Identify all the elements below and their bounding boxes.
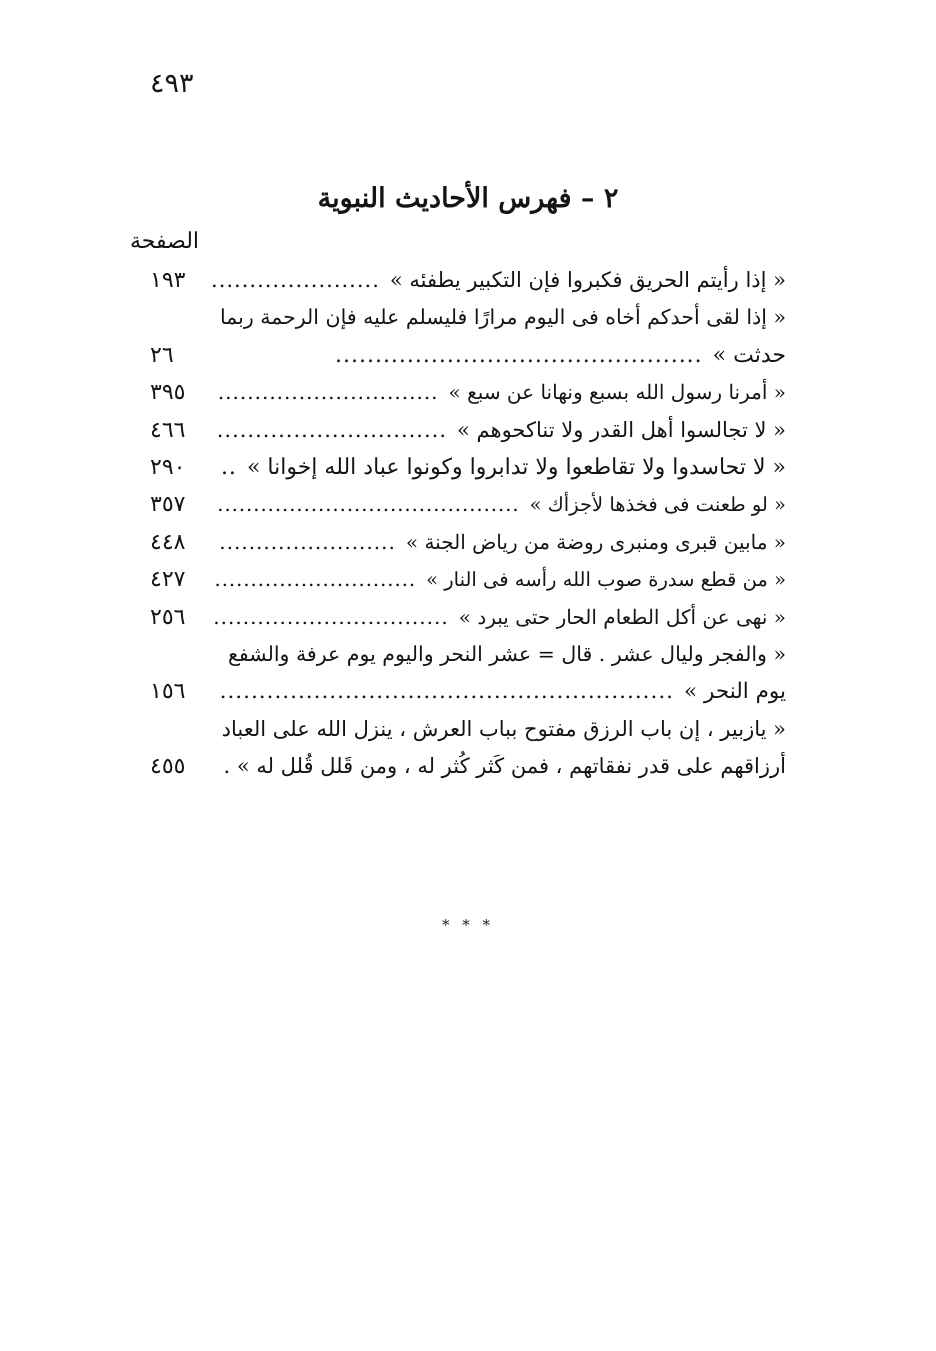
- page-ref: ١٩٣: [150, 268, 186, 293]
- index-line: [150, 524, 786, 561]
- hadith-text: يوم النحر »: [684, 679, 786, 705]
- entry-text-group: [221, 449, 786, 486]
- page-ref: ٤٥٥: [150, 754, 186, 780]
- leader-dots: ..: [220, 454, 237, 480]
- index-line: [150, 748, 786, 785]
- page-ref: ١٥٦: [150, 679, 186, 705]
- index-line: [150, 673, 786, 710]
- leader-dots: ............................: [214, 568, 417, 592]
- entry-text-group: [213, 599, 786, 636]
- hadith-index-list: [150, 262, 786, 785]
- entry-text-group: [211, 262, 786, 299]
- page-ref: ٣٥٧: [150, 492, 186, 518]
- index-line: [150, 561, 786, 598]
- leader-dots: ..............................: [216, 417, 447, 442]
- section-separator: * * *: [441, 916, 495, 934]
- hadith-text: « والفجر وليال عشر . قال = عشر النحر واليوم يوم عرفة والشفع: [228, 641, 786, 666]
- leader-dots: ..............................: [217, 380, 439, 405]
- hadith-text: « يازبير ، إن باب الرزق مفتوح بباب العرش ، ينزل الله على العباد: [221, 716, 786, 741]
- hadith-text: « أمرنا رسول الله بسبع ونهانا عن سبع »: [448, 380, 786, 405]
- page-ref: ٤٤٨: [150, 529, 186, 555]
- leader-dots: ......................: [211, 268, 380, 292]
- page-ref: ٢٥٦: [150, 604, 186, 630]
- hadith-text: « إذا لقى أحدكم أخاه فى اليوم مرارًا فليسلم عليه فإن الرحمة ربما: [220, 305, 786, 330]
- entry-text-group: [220, 673, 786, 710]
- hadith-text: « مابين قبرى ومنبرى روضة من رياض الجنة »: [405, 529, 786, 554]
- entry-text-group: [215, 561, 786, 598]
- hadith-text: « لا تحاسدوا ولا تقاطعوا ولا تدابروا وكونوا عباد الله إخوانا »: [246, 454, 786, 480]
- page-ref: ٢٦: [150, 342, 174, 368]
- hadith-text: « من قطع سدرة صوب الله رأسه فى النار »: [426, 568, 786, 592]
- hadith-text: « لو طعنت فى فخذها لأجزأك »: [529, 493, 786, 517]
- hadith-text: « إذا رأيتم الحريق فكبروا فإن التكبير يطفئه »: [389, 268, 786, 292]
- hadith-text: أرزاقهم على قدر نفقاتهم ، فمن كَثر كُثر له ، ومن قَلل قُلل له » .: [223, 754, 786, 779]
- entry-text-group: [210, 299, 786, 336]
- entry-text-group: [213, 748, 786, 785]
- leader-dots: ..........................................: [217, 493, 520, 517]
- entry-text-group: [218, 636, 786, 673]
- page-ref: ٤٦٦: [150, 417, 186, 443]
- index-line: [150, 599, 786, 636]
- index-line: [150, 337, 786, 374]
- hadith-text: حدثت »: [712, 342, 786, 368]
- leader-dots: ..............................................: [334, 342, 703, 368]
- index-line: [150, 711, 786, 748]
- entry-text-group: [218, 374, 786, 411]
- entry-text-group: [219, 524, 786, 561]
- column-header-page: الصفحة: [130, 229, 200, 254]
- leader-dots: ..........................................................: [219, 679, 675, 705]
- page-number: ٤٩٣: [150, 68, 194, 99]
- index-line: [150, 636, 786, 673]
- hadith-text: « لا تجالسوا أهل القدر ولا تناكحوهم »: [457, 417, 786, 442]
- page-ref: ٤٢٧: [150, 567, 186, 593]
- index-line: [150, 449, 786, 486]
- hadith-text: « نهى عن أكل الطعام الحار حتى يبرد »: [458, 604, 786, 629]
- index-line: [150, 374, 786, 411]
- index-line: [150, 486, 786, 523]
- leader-dots: ........................: [219, 529, 396, 554]
- entry-text-group: [217, 486, 786, 523]
- page-ref: ٢٩٠: [150, 454, 186, 480]
- index-line: [150, 299, 786, 336]
- entry-text-group: [335, 337, 786, 374]
- page-ref: ٣٩٥: [150, 380, 186, 406]
- page-title: ٢ – فهرس الأحاديث النبوية: [317, 183, 619, 214]
- index-line: [150, 262, 786, 299]
- leader-dots: ................................: [213, 604, 449, 629]
- entry-text-group: [212, 711, 786, 748]
- index-line: [150, 412, 786, 449]
- entry-text-group: [217, 412, 786, 449]
